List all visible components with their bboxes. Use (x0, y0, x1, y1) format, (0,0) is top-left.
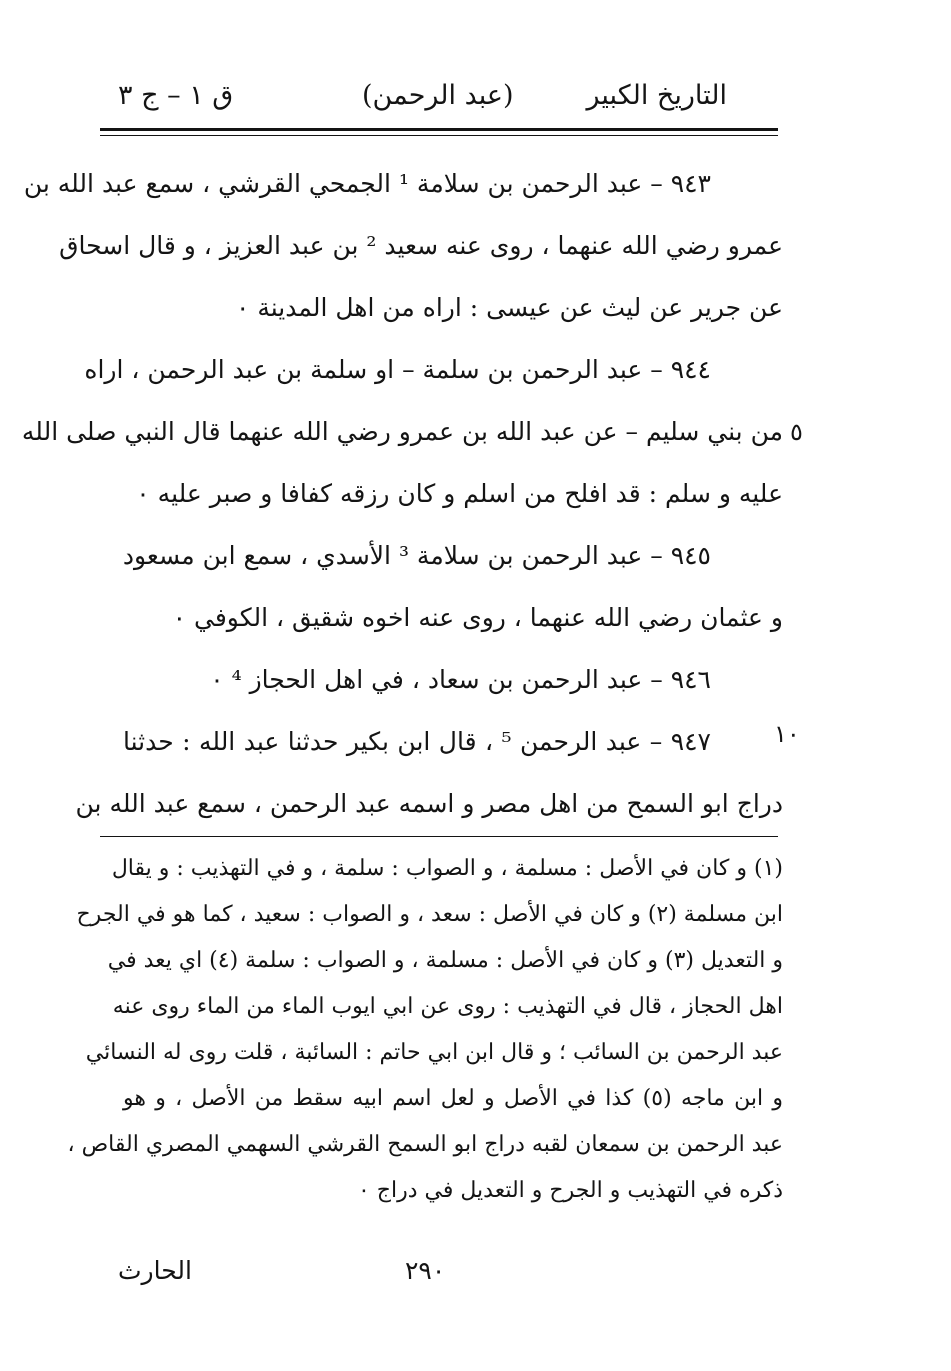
body-line: عمرو رضي الله عنهما ، روى عنه سعيد ² بن عبد العزيز ، و قال اسحاق (59, 231, 783, 260)
line-number-marker: ٥ (790, 418, 803, 446)
body-line: ٩٤٧ – عبد الرحمن ⁵ ، قال ابن بكير حدثنا عبد الله : حدثنا (123, 727, 711, 756)
footnote-line: و التعديل (٣) و كان في الأصل : مسلمة ، و الصواب : سلمة (٤) اي يعد في (107, 948, 783, 973)
section-heading: (عبد الرحمن) (362, 80, 514, 111)
body-line: عليه و سلم : قد افلح من اسلم و كان رزقه كفافا و صبر عليه ٠ (136, 479, 783, 508)
footnote-line: عبد الرحمن بن سمعان لقبه دراج ابو السمح القرشي السهمي المصري القاص ، (67, 1132, 783, 1157)
main-text (21, 153, 783, 835)
footnote-line: اهل الحجاز ، قال في التهذيب : روى عن ابي ايوب الماء من الماء روى عنه (112, 994, 783, 1019)
book-title: التاريخ الكبير (586, 80, 727, 111)
body-line: و عثمان رضي الله عنهما ، روى عنه اخوه شقيق ، الكوفي ٠ (172, 603, 783, 632)
printer-mark: الحارث (118, 1256, 192, 1285)
footnote-line: ابن مسلمة (٢) و كان في الأصل : سعد ، و الصواب : سعيد ، كما هو في الجرح (76, 902, 783, 927)
footnote-line: (١) و كان في الأصل : مسلمة ، و الصواب : سلمة ، و في التهذيب : و يقال (111, 856, 783, 881)
body-line: ٩٤٣ – عبد الرحمن بن سلامة ¹ الجمحي القرشي ، سمع عبد الله بن (23, 169, 711, 198)
footnote-rule (100, 836, 778, 837)
body-line: من بني سليم – عن عبد الله بن عمرو رضي الله عنهما قال النبي صلى الله (21, 417, 783, 446)
line-number-marker: ١٠ (774, 720, 800, 748)
body-line: دراج ابو السمح من اهل مصر و اسمه عبد الرحمن ، سمع عبد الله بن (75, 789, 783, 818)
header-rule-thick (100, 128, 778, 131)
body-line: عن جرير عن ليث عن عيسى : اراه من اهل المدينة ٠ (235, 293, 783, 322)
body-line: ٩٤٦ – عبد الرحمن بن سعاد ، في اهل الحجاز ⁴ ٠ (210, 665, 711, 694)
header-rule-thin (100, 135, 778, 136)
part-indicator: ق ١ – ج ٣ (118, 80, 234, 111)
footnotes (67, 846, 783, 1214)
footnote-line: ذكره في التهذيب و الجرح و التعديل في دراج ٠ (357, 1178, 783, 1203)
body-line: ٩٤٥ – عبد الرحمن بن سلامة ³ الأسدي ، سمع ابن مسعود (122, 541, 711, 570)
page-number: ٢٩٠ (405, 1256, 446, 1285)
footnote-line: و ابن ماجه (٥) كذا في الأصل و لعل اسم ابيه سقط من الأصل ، و هو (123, 1086, 783, 1111)
footnote-line: عبد الرحمن بن السائب ؛ و قال ابن ابي حاتم : السائبة ، قلت روى له النسائي (85, 1040, 783, 1065)
body-line: ٩٤٤ – عبد الرحمن بن سلمة – او سلمة بن عبد الرحمن ، اراه (84, 355, 711, 384)
